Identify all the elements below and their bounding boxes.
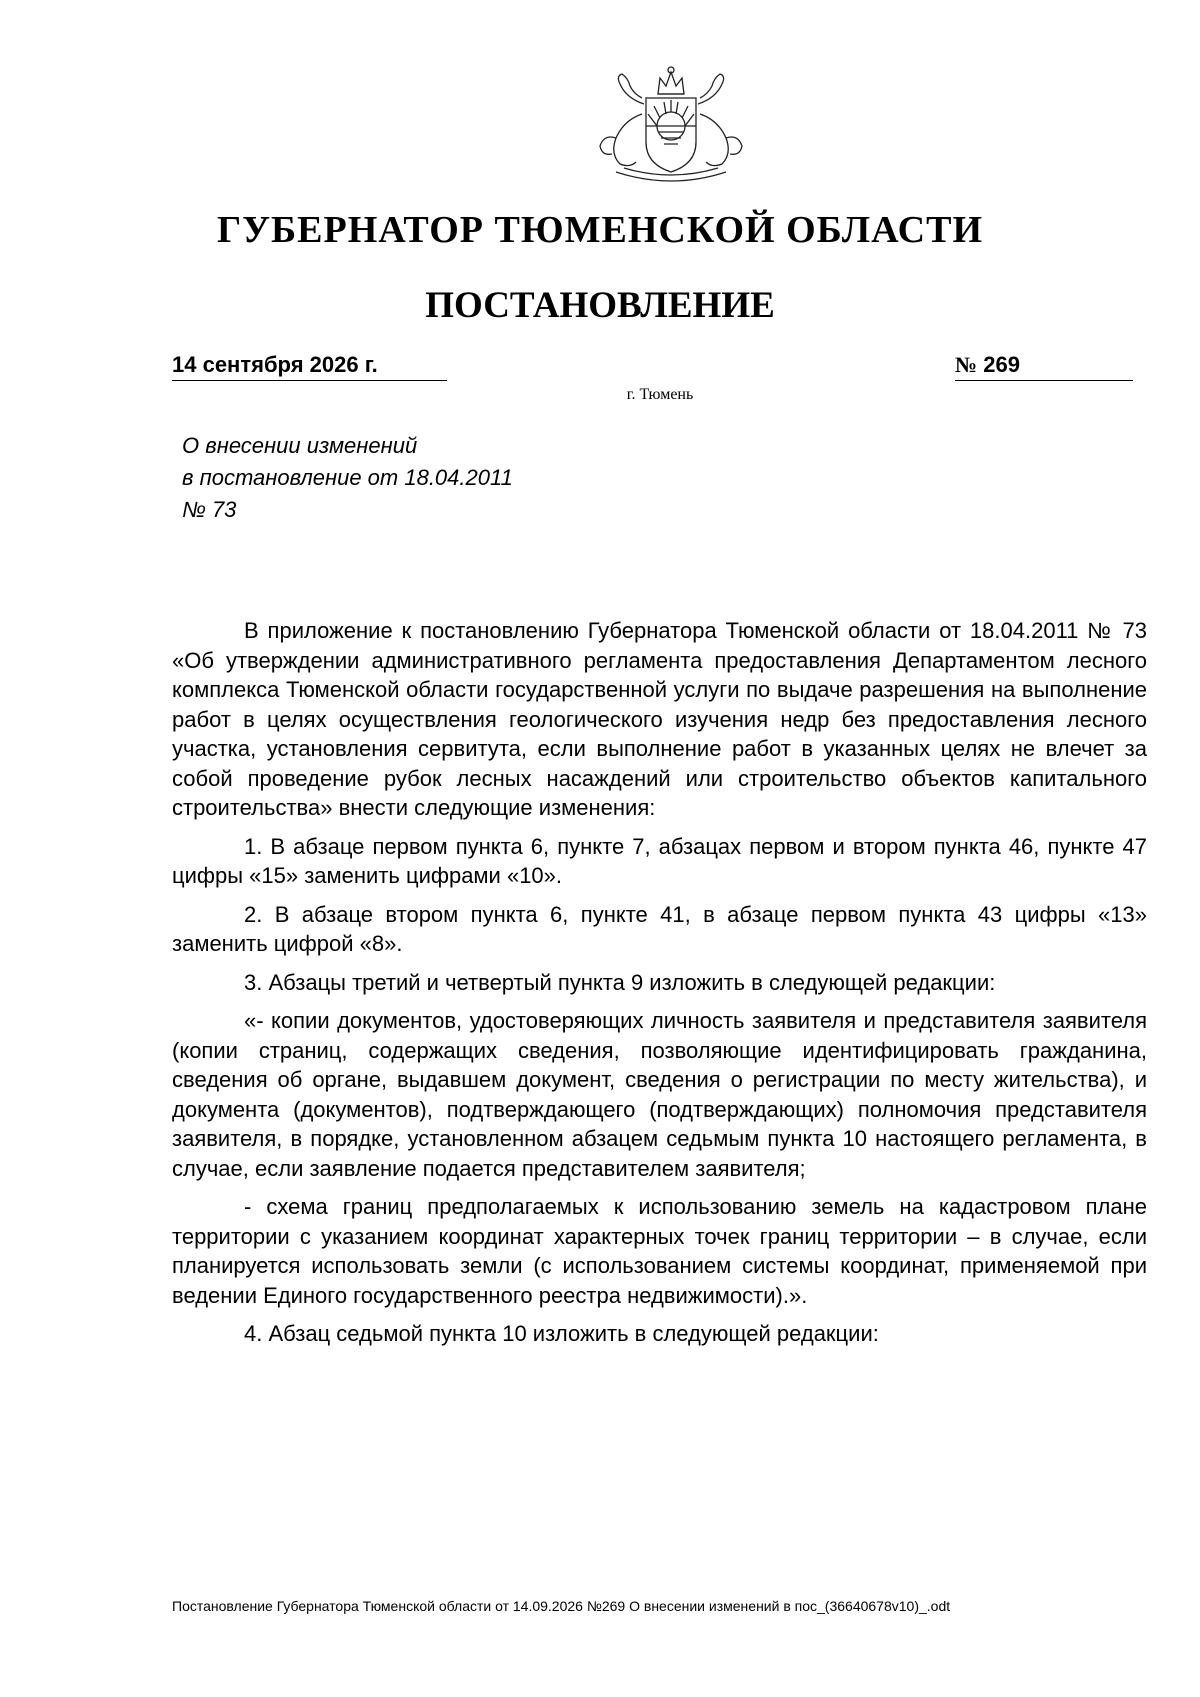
number-sign: № xyxy=(955,352,978,377)
city: г. Тюмень xyxy=(626,386,694,403)
quoted-paragraph: - схема границ предполагаемых к использованию земель на кадастровом плане территории с указанием координат характерных точек границ территории – в случае, если планируется использовать земли (с использованием системы координат, применяемой при ведении Единого государственного реестра недвижимости).». xyxy=(172,1194,1147,1308)
document-body xyxy=(172,616,1147,1358)
coat-of-arms-icon xyxy=(586,64,756,189)
quoted-paragraph: «- копии документов, удостоверяющих личность заявителя и представителя заявителя (копии страниц, содержащих сведения, позволяющие идентифицировать гражданина, сведения об органе, выдавшем документ, сведения о регистрации по месту жительства), и документа (документов), подтверждающего (подтверждающих) полномочия представителя заявителя, в порядке, установленном абзацем седьмым пункта 10 настоящего регламента, в случае, если заявление подается представителем заявителя; xyxy=(172,1008,1147,1181)
amendment-item-3: 3. Абзацы третий и четвертый пункта 9 изложить в следующей редакции: xyxy=(244,969,996,995)
subject-line: О внесении изменений xyxy=(182,433,418,458)
subject-line: № 73 xyxy=(182,497,237,522)
document-type: ПОСТАНОВЛЕНИЕ xyxy=(425,285,775,326)
amendment-item-2: 2. В абзаце втором пункта 6, пункте 41, в абзаце первом пункта 43 цифры «13» заменить цифрой «8». xyxy=(172,901,1147,956)
document-number-line xyxy=(955,352,1133,381)
organization-title: ГУБЕРНАТОР ТЮМЕНСКОЙ ОБЛАСТИ xyxy=(216,209,984,251)
subject-line: в постановление от 18.04.2011 xyxy=(182,465,513,490)
document-subject xyxy=(182,430,513,526)
document-date: 14 сентября 2026 г. xyxy=(172,352,447,381)
document-number: 269 xyxy=(983,352,1020,377)
page-footer: Постановление Губернатора Тюменской области от 14.09.2026 №269 О внесении изменений в пос_(36640678v10)_.odt xyxy=(172,1598,951,1614)
amendment-item-4: 4. Абзац седьмой пункта 10 изложить в следующей редакции: xyxy=(244,1321,879,1346)
amendment-item-1: 1. В абзаце первом пункта 6, пункте 7, абзацах первом и втором пункта 46, пункте 47 цифры «15» заменить цифрами «10». xyxy=(172,833,1147,888)
preamble-paragraph: В приложение к постановлению Губернатора Тюменской области от 18.04.2011 № 73 «Об утверждении административного регламента предоставления Департаментом лесного комплекса Тюменской области государственной услуги по выдаче разрешения на выполнение работ в целях осуществления геологического изучения недр без предоставления лесного участка, установления сервитута, если выполнение работ в указанных целях не влечет за собой проведение рубок лесных насаждений или строительство объектов капитального строительства» внести следующие изменения: xyxy=(172,618,1147,820)
